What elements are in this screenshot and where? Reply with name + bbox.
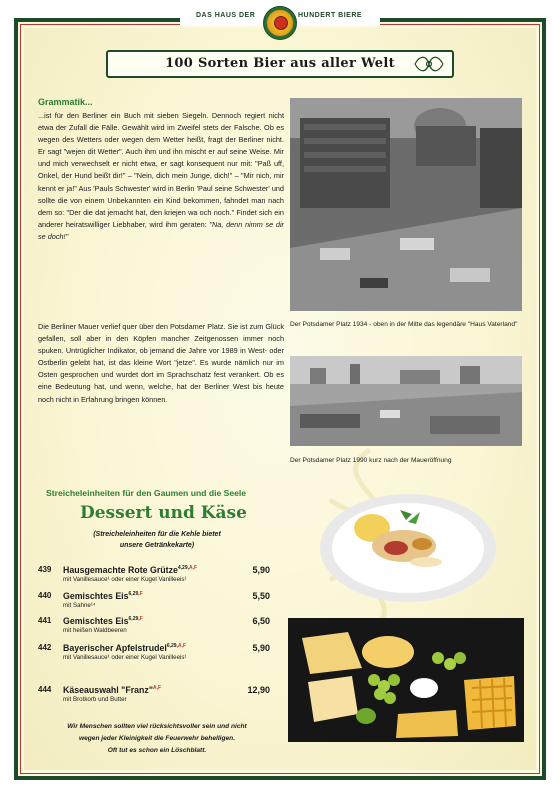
item-number: 442 [38, 643, 52, 652]
closing-quote-line-2: wegen jeder Kleinigkeit die Feuerwehr behelligen. [78, 735, 236, 742]
item-price: 5,90 [252, 565, 270, 575]
item-number: 439 [38, 565, 52, 574]
item-name: Gemischtes Eis$^{6,29,F}$ [63, 616, 143, 626]
banner [106, 50, 454, 78]
item-name: Gemischtes Eis$^{6,29,F}$ [63, 591, 143, 601]
brewery-seal-icon [263, 6, 297, 40]
menu-item [38, 685, 274, 707]
menu-subtitle-1: (Streicheleinheiten für die Kehle bietet [93, 531, 221, 538]
menu-item [38, 591, 274, 613]
banner-title: 100 Sorten Bier aus aller Welt [165, 56, 395, 71]
item-price: 12,90 [247, 685, 270, 695]
dessert-plate-image [316, 488, 500, 606]
closing-quote-line-1: Wir Menschen sollten viel rücksichtsvoller sein und nicht [67, 723, 247, 730]
story-quote: "Na, denn nimm se dir se doch!" [38, 219, 284, 241]
item-number: 440 [38, 591, 52, 600]
item-description: mit Brotkorb und Butter [63, 696, 127, 703]
item-description: mit Sahne¹⁴ [63, 602, 96, 609]
seal-center [274, 16, 288, 30]
item-description: mit heißen Waldbeeren [63, 627, 127, 634]
photo-potsdamer-platz-1934 [290, 98, 522, 311]
closing-quote-line-3: Oft tut es schon ein Löschblatt. [107, 747, 207, 754]
menu-title: Dessert und Käse [80, 503, 247, 523]
header-right-text: HUNDERT BIERE [298, 12, 363, 19]
item-name: Hausgemachte Rote Grütze$^{4,29,A,F}$ [63, 565, 198, 575]
item-price: 5,50 [252, 591, 270, 601]
menu-item [38, 616, 274, 638]
menu-item [38, 643, 274, 665]
ornament-right-icon [412, 53, 446, 75]
photo-caption-1934: Der Potsdamer Platz 1934 - oben in der Mitte das legendäre "Haus Vaterland" [290, 321, 518, 328]
header-left-text: DAS HAUS DER [196, 12, 256, 19]
grammar-heading: Grammatik... [38, 97, 93, 107]
section-heading: Streicheleinheiten für den Gaumen und die Seele [46, 488, 247, 498]
item-number: 444 [38, 685, 52, 694]
item-description: mit Vanillesauce¹ oder einer Kugel Vanilleeis¹ [63, 576, 187, 583]
story-paragraph-1 [38, 110, 284, 243]
item-price: 5,90 [252, 643, 270, 653]
item-price: 6,50 [252, 616, 270, 626]
menu-subtitle-2: unsere Getränkekarte) [119, 542, 195, 549]
item-number: 441 [38, 616, 52, 625]
item-name: Käseauswahl "Franz"$^{A,F}$ [63, 685, 162, 695]
cheese-board-image [288, 618, 524, 742]
item-name: Bayerischer Apfelstrudel$^{6,29,A,F}$ [63, 643, 186, 653]
item-description: mit Vanillesauce¹ oder einer Kugel Vanilleeis¹ [63, 654, 187, 661]
photo-potsdamer-platz-1990 [290, 356, 522, 446]
menu-item [38, 565, 274, 587]
photo-caption-1990: Der Potsdamer Platz 1990 kurz nach der Maueröffnung [290, 457, 452, 464]
story-text: ...ist für den Berliner ein Buch mit sieben Siegeln. Dennoch regiert nicht etwa der Zufall die Fälle. Gewählt wird im Zweifel stets der Falsche. Ob es wegen des Wetters oder wegen dem Wetter heißt, fragt der Berliner nicht. Er sagt "wejen dit Wetter". Auch ihm und ihn mischt er auf seine Weise. Mir und mich verwechselt er nicht etwa, er sagt konsequent nur mit: "Paß uff, Onkel, der Hund beißt dir!" – "Nein, dich mein Junge, dich!" – "Mir nich, mir kennt er ja!" Aus 'Pauls Schwester' wird in Berlin 'Paul seine Schwester' und sollte die von einem Unbekannten ein Kind bekommen, fahndet man nach dem so: "Der die dat jemacht hat, den kriejen wa och noch." Findet sich ein anderer heiratswilliger Liebhaber, wird ihm geraten: [38, 111, 284, 229]
story-paragraph-2: Die Berliner Mauer verlief quer über den Potsdamer Platz. Sie ist zum Glück gefallen, soll aber in den Köpfen mancher Zeitgenossen immer noch spuken. Untrüglicher Indikator, ob jemand die Jahre vor 1989 in West- oder Ostberlin gelebt hat, ist das kleine Wort "jetze". Es wurde nämlich nur im Osten gesprochen und wurdet dort im Sprachschatz fest verankert. Ob es eine Bedeutung hat, und wenn, welche, hat der Berliner West bis heute noch nicht in Erfahrung bringen können. [38, 322, 284, 404]
